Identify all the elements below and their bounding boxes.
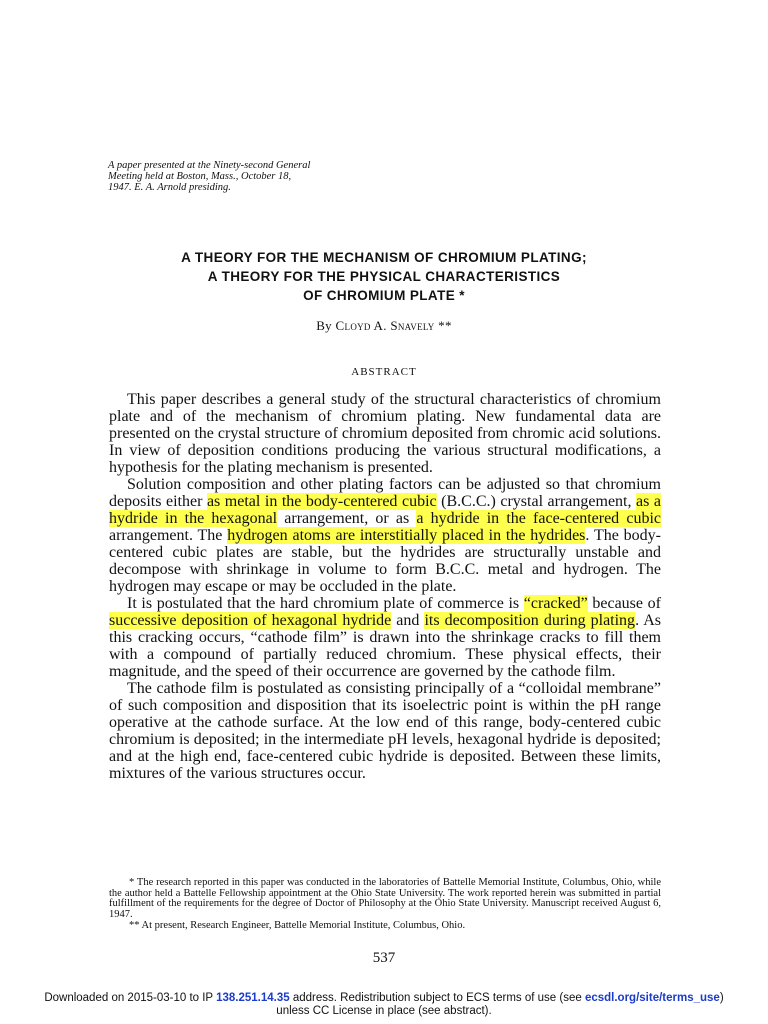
highlight: its decomposition during plating — [424, 612, 636, 629]
highlight: a hydride in the face-centered cubic — [416, 510, 661, 527]
meeting-note — [108, 160, 408, 193]
text-run: . As this cracking occurs, “cathode film” is drawn into the shrinkage cracks to fill them with a compound of partially reduced chromium. These physical effects, their magnitude, and the speed of their occurrence are governed by the cathode film. — [109, 612, 661, 680]
notice-text: address. Redistribution subject to ECS terms of use (see — [289, 992, 585, 1004]
ip-address-link[interactable]: 138.251.14.35 — [216, 992, 290, 1004]
abstract-paragraph-2 — [109, 476, 661, 595]
download-notice-line-2: unless CC License in place (see abstract). — [276, 1005, 492, 1017]
meeting-note-line-1: A paper presented at the Ninety-second General — [108, 160, 311, 171]
abstract-paragraph-1: This paper describes a general study of the structural characteristics of chromium plate and of the mechanism of chromium plating. New fundamental data are presented on the crystal structure of chromium deposited from chromic acid solutions. In view of deposition conditions producing the various structural modifications, a hypothesis for the plating mechanism is presented. — [109, 391, 661, 476]
author-name: Cloyd A. Snavely — [335, 318, 435, 333]
paper-title — [60, 248, 708, 305]
download-notice-line-1 — [0, 992, 768, 1005]
footnotes — [109, 878, 661, 933]
meeting-note-line-3: 1947. E. A. Arnold presiding. — [108, 182, 231, 193]
text-run: because of — [587, 595, 661, 612]
terms-of-use-link[interactable]: ecsdl.org/site/terms_use — [584, 992, 720, 1004]
text-run: Solution composition and other plating factors can be adjusted so that chromium deposits either — [109, 476, 661, 510]
text-run: arrangement, or as — [277, 510, 417, 527]
abstract-paragraph-3 — [109, 595, 661, 680]
page-number: 537 — [372, 950, 396, 966]
highlight: as metal in the body-centered cubic — [206, 493, 437, 510]
text-run: It is postulated that the hard chromium plate of commerce is — [127, 595, 524, 612]
abstract-body — [109, 391, 661, 782]
footnote-1: * The research reported in this paper was conducted in the laboratories of Battelle Memorial Institute, Columbus, Ohio, while the author held a Battelle Fellowship appointment at the Ohio State University. The work reported herein was submitted in partial fulfillment of the requirements for the degree of Doctor of Philosophy at the Ohio State University. Manuscript received August 6, 1947. — [109, 877, 661, 920]
notice-text: Downloaded on 2015-03-10 to IP — [44, 992, 217, 1004]
highlight: successive deposition of hexagonal hydride — [109, 612, 392, 629]
text-run: and — [391, 612, 425, 629]
byline-prefix: By — [316, 318, 332, 333]
byline — [0, 318, 768, 334]
abstract-heading: ABSTRACT — [351, 366, 417, 378]
title-line-3: OF CHROMIUM PLATE * — [303, 288, 465, 303]
author-footnote-mark: ** — [438, 318, 452, 333]
download-notice — [0, 992, 768, 1018]
text-run: arrangement. The — [109, 527, 228, 544]
notice-text: ) — [719, 992, 724, 1004]
abstract-paragraph-4: The cathode film is postulated as consisting principally of a “colloidal membrane” of such composition and disposition that its isoelectric point is within the pH range operative at the cathode surface. At the low end of this range, body-centered cubic chromium is deposited; in the intermediate pH levels, hexagonal hydride is deposited; and at the high end, face-centered cubic hydride is deposited. Between these limits, mixtures of the various structures occur. — [109, 680, 661, 782]
footnote-2: ** At present, Research Engineer, Battelle Memorial Institute, Columbus, Ohio. — [129, 920, 466, 931]
meeting-note-line-2: Meeting held at Boston, Mass., October 18, — [108, 171, 292, 182]
highlight: “cracked” — [523, 595, 588, 612]
highlight: as a hydride in the hexagonal — [109, 493, 661, 527]
highlight: hydrogen atoms are interstitially placed in the hydrides — [227, 527, 586, 544]
text-run: . The body-centered cubic plates are stable, but the hydrides are structurally unstable and decompose with shrinkage in volume to form B.C.C. metal and hydrogen. The hydrogen may escape or may be occluded in the plate. — [109, 527, 662, 595]
title-line-1: A THEORY FOR THE MECHANISM OF CHROMIUM PLATING; — [181, 250, 587, 265]
text-run: (B.C.C.) crystal arrangement, — [436, 493, 637, 510]
title-line-2: A THEORY FOR THE PHYSICAL CHARACTERISTICS — [207, 269, 561, 284]
